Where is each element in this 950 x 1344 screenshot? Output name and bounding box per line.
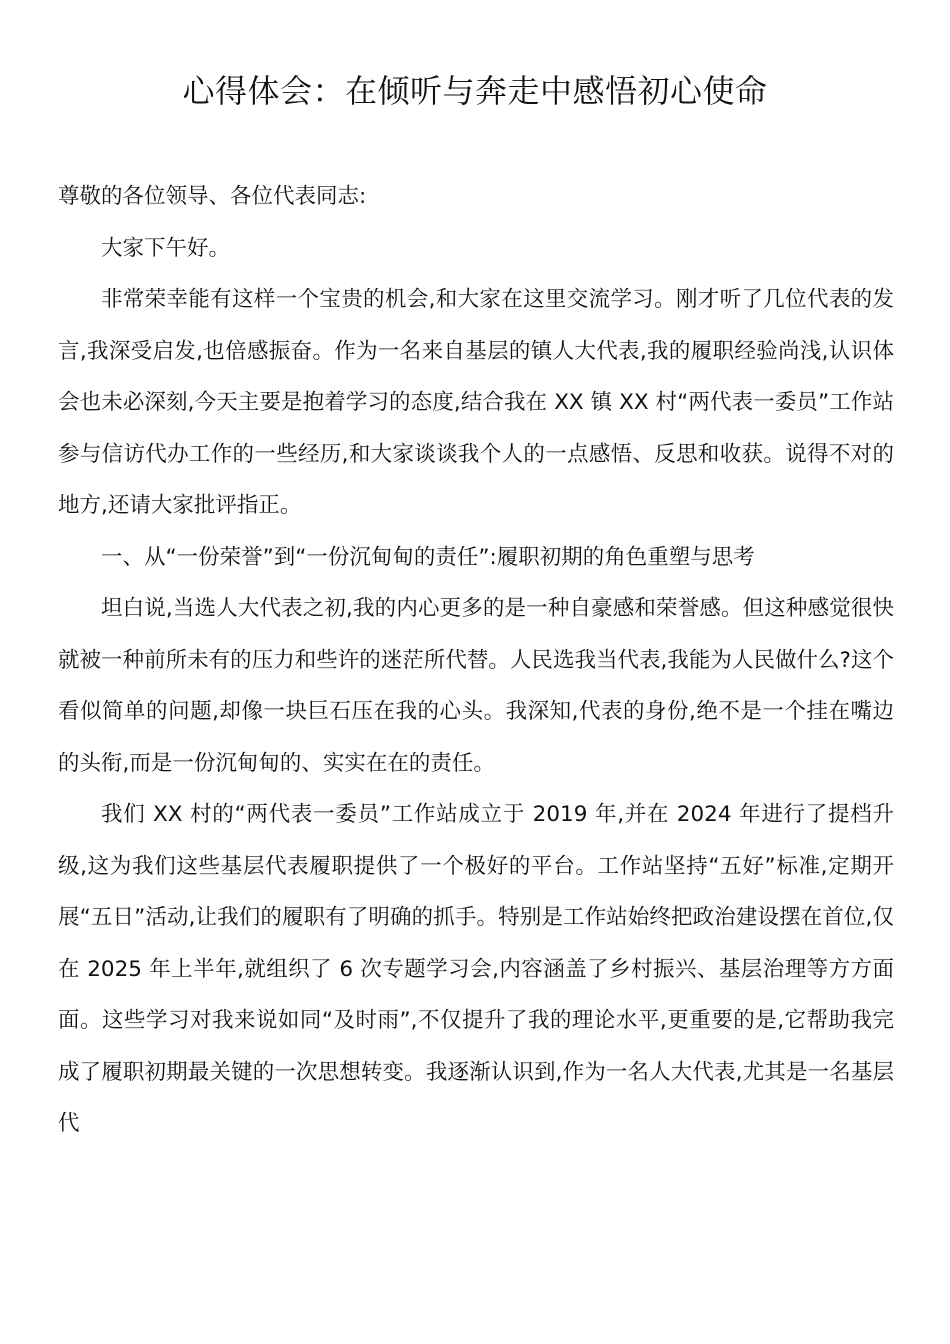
paragraph-intro: 非常荣幸能有这样一个宝贵的机会,和大家在这里交流学习。刚才听了几位代表的发言,我深受启发,也倍感振奋。作为一名来自基层的镇人大代表,我的履职经验尚浅,认识体会也未必深刻,今天主要是抱着学习的态度,结合我在 XX 镇 XX 村“两代表一委员”工作站参与信访代办工作的一些经历,和大家谈谈我个人的一点感悟、反思和收获。说得不对的地方,还请大家批评指正。 xyxy=(58,287,894,518)
section-heading-1: 一、从“一份荣誉”到“一份沉甸甸的责任”:履职初期的角色重塑与思考 xyxy=(101,544,755,570)
paragraph-responsibility: 坦白说,当选人大代表之初,我的内心更多的是一种自豪感和荣誉感。但这种感觉很快就被一种前所未有的压力和些许的迷茫所代替。人民选我当代表,我能为人民做什么?这个看似简单的问题,却像一块巨石压在我的心头。我深知,代表的身份,绝不是一个挂在嘴边的头衔,而是一份沉甸甸的、实实在在的责任。 xyxy=(58,596,894,776)
paragraph-workstation: 我们 XX 村的“两代表一委员”工作站成立于 2019 年,并在 2024 年进行了提档升级,这为我们这些基层代表履职提供了一个极好的平台。工作站坚持“五好”标准,定期开展“五日”活动,让我们的履职有了明确的抓手。特别是工作站始终把政治建设摆在首位,仅在 2025 年上半年,就组织了 6 次专题学习会,内容涵盖了乡村振兴、基层治理等方方面面。这些学习对我来说如同“及时雨”,不仅提升了我的理论水平,更重要的是,它帮助我完成了履职初期最关键的一次思想转变。我逐渐认识到,作为一名人大代表,尤其是一名基层代 xyxy=(58,802,894,1136)
document-body xyxy=(58,171,894,1150)
document-title: 心得体会：在倾听与奔走中感悟初心使命 xyxy=(182,72,768,110)
greeting: 大家下午好。 xyxy=(101,235,231,261)
salutation: 尊敬的各位领导、各位代表同志: xyxy=(58,184,367,209)
